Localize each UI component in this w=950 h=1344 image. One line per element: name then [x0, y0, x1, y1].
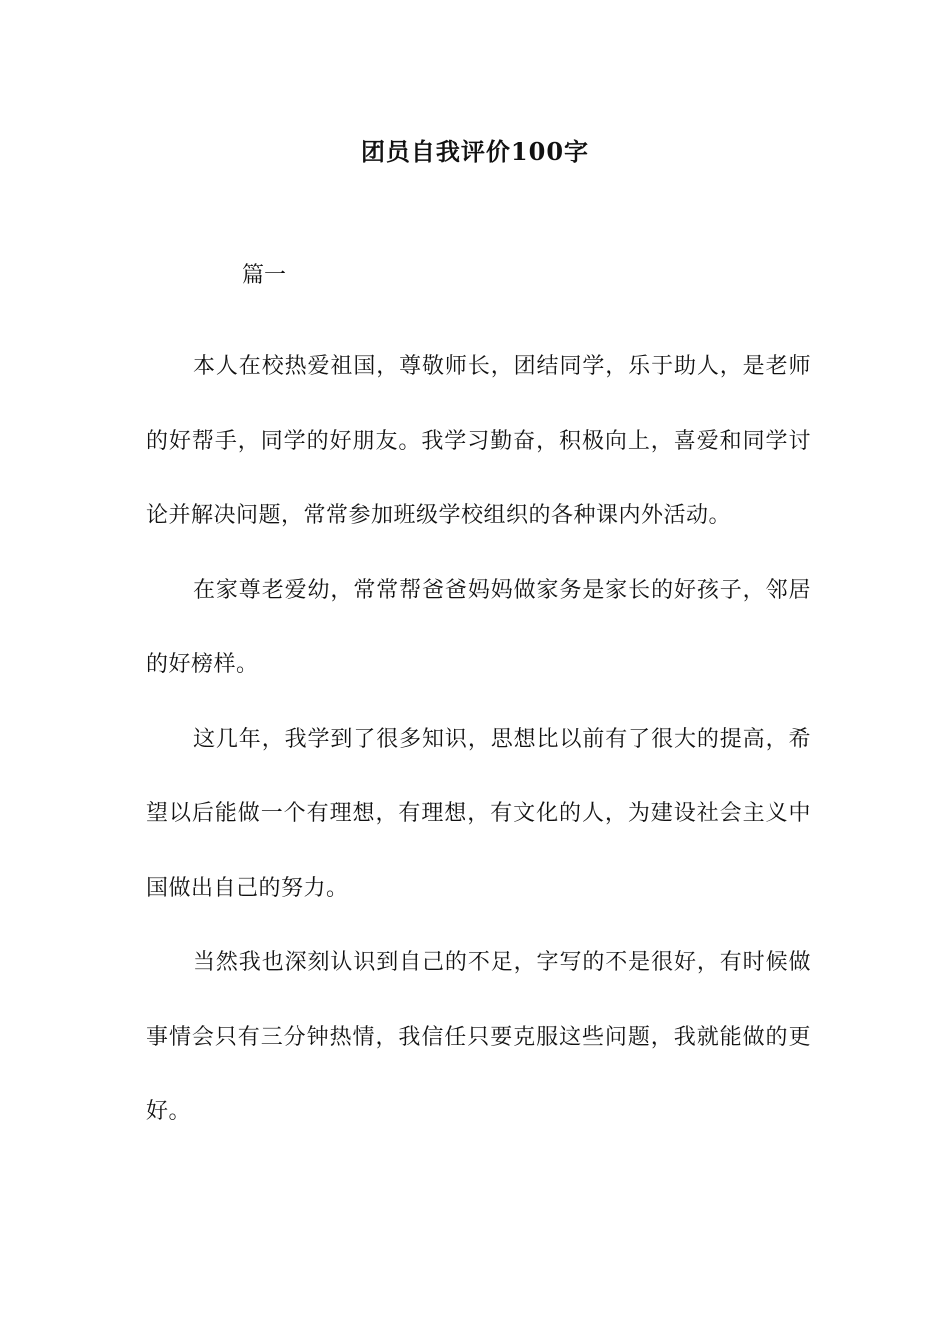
- document-title: 团员自我评价100字: [360, 137, 590, 166]
- paragraph-2: 在家尊老爱幼，常常帮爸爸妈妈做家务是家长的好孩子，邻居的好榜样。: [146, 577, 811, 677]
- paragraph-4: 当然我也深刻认识到自己的不足，字写的不是很好，有时候做事情会只有三分钟热情，我信任只要克服这些问题，我就能做的更好。: [146, 950, 811, 1124]
- section-heading: 篇一: [242, 263, 287, 288]
- paragraph-3: 这几年，我学到了很多知识，思想比以前有了很大的提高，希望以后能做一个有理想，有理想，有文化的人，为建设社会主义中国做出自己的努力。: [146, 726, 811, 901]
- document-body: [146, 330, 811, 1150]
- paragraph-1: 本人在校热爱祖国，尊敬师长，团结同学，乐于助人，是老师的好帮手，同学的好朋友。我学习勤奋，积极向上，喜爱和同学讨论并解决问题，常常参加班级学校组织的各种课内外活动。: [146, 354, 811, 528]
